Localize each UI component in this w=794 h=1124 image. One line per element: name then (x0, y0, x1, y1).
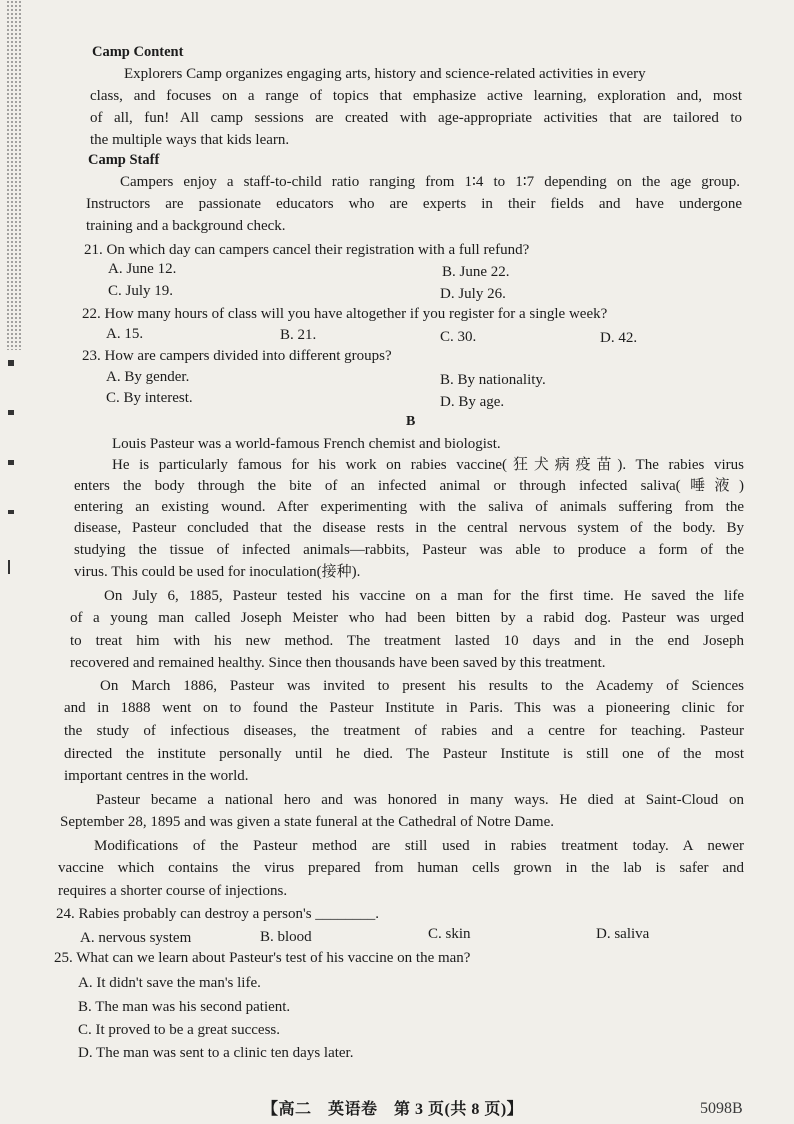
section-letter-b: B (406, 414, 416, 429)
paragraph-line: Louis Pasteur was a world-famous French chemist and biologist. (112, 436, 501, 452)
binding-margin-dots (6, 0, 22, 350)
binding-mark (8, 410, 14, 415)
question-22-stem: 22. How many hours of class will you have altogether if you register for a single week? (82, 306, 608, 322)
question-23-stem: 23. How are campers divided into different groups? (82, 348, 392, 364)
question-24-option-b: B. blood (260, 929, 312, 945)
paragraph-line: recovered and remained healthy. Since then thousands have been saved by this treatment. (70, 655, 606, 671)
question-24-stem: 24. Rabies probably can destroy a person's ________. (56, 906, 380, 922)
binding-mark (8, 460, 14, 465)
question-25-option-a: A. It didn't save the man's life. (78, 975, 261, 991)
question-22-option-b: B. 21. (280, 327, 317, 343)
paragraph-line: and in 1888 went on to found the Pasteur Institute in Paris. This was a pioneering clinic for (64, 700, 744, 716)
paragraph-line: Campers enjoy a staff-to-child ratio ranging from 1∶4 to 1∶7 depending on the age group. (120, 174, 740, 190)
question-23-option-a: A. By gender. (106, 369, 190, 385)
paragraph-line: of a young man called Joseph Meister who had been bitten by a rabid dog. Pasteur was urged (70, 610, 744, 626)
paragraph-line: the multiple ways that kids learn. (90, 132, 290, 148)
paper-code: 5098B (700, 1100, 743, 1117)
paragraph-line: disease, Pasteur concluded that the disease rests in the central nervous system of the body. By (74, 520, 744, 536)
paragraph-line: entering an existing wound. After experimenting with the saliva of animals suffering from the (74, 499, 744, 515)
paragraph-line: On March 1886, Pasteur was invited to present his results to the Academy of Sciences (100, 678, 744, 694)
paragraph-line: important centres in the world. (64, 768, 249, 784)
paragraph-line: Pasteur became a national hero and was honored in many ways. He died at Saint-Cloud on (96, 792, 744, 808)
question-21-option-c: C. July 19. (108, 283, 174, 299)
question-21-stem: 21. On which day can campers cancel their registration with a full refund? (84, 242, 530, 258)
paragraph-line: On July 6, 1885, Pasteur tested his vaccine on a man for the first time. He saved the life (104, 588, 744, 604)
question-23-option-c: C. By interest. (106, 390, 193, 406)
binding-mark (8, 360, 14, 366)
paragraph-line: virus. This could be used for inoculation(接种). (74, 564, 361, 580)
binding-mark (8, 510, 14, 514)
paragraph-line: Instructors are passionate educators who are experts in their fields and have undergone (86, 196, 742, 212)
paragraph-line: enters the body through the bite of an infected animal or through infected saliva(唾液) (74, 478, 744, 494)
page-footer-label: 【高二 英语卷 第 3 页(共 8 页)】 (262, 1101, 524, 1118)
paragraph-line: of all, fun! All camp sessions are created with age-appropriate activities that are tailored to (90, 110, 742, 126)
question-21-option-d: D. July 26. (440, 286, 506, 302)
question-22-option-c: C. 30. (440, 329, 477, 345)
paragraph-line: Explorers Camp organizes engaging arts, history and science-related activities in every (124, 66, 646, 82)
paragraph-line: class, and focuses on a range of topics that emphasize active learning, exploration and, most (90, 88, 742, 104)
question-24-option-a: A. nervous system (80, 930, 192, 946)
question-25-option-c: C. It proved to be a great success. (78, 1022, 281, 1038)
question-24-option-d: D. saliva (596, 926, 650, 942)
paragraph-line: the study of infectious diseases, the treatment of rabies and a centre for teaching. Pasteur (64, 723, 744, 739)
question-21-option-a: A. June 12. (108, 261, 177, 277)
question-21-option-b: B. June 22. (442, 264, 510, 280)
camp-content-heading: Camp Content (92, 44, 184, 60)
question-25-option-b: B. The man was his second patient. (78, 999, 291, 1015)
paragraph-line: studying the tissue of infected animals—rabbits, Pasteur was able to produce a form of the (74, 542, 744, 558)
paragraph-line: training and a background check. (86, 218, 286, 234)
question-25-stem: 25. What can we learn about Pasteur's test of his vaccine on the man? (54, 950, 471, 966)
paragraph-line: directed the institute personally until he died. The Pasteur Institute is still one of the most (64, 746, 744, 762)
paragraph-line: He is particularly famous for his work on rabies vaccine(狂犬病疫苗). The rabies virus (112, 457, 744, 473)
paragraph-line: Modifications of the Pasteur method are still used in rabies treatment today. A newer (94, 838, 744, 854)
question-25-option-d: D. The man was sent to a clinic ten days later. (78, 1045, 354, 1061)
paragraph-line: to treat him with his new method. The treatment lasted 10 days and in the end Joseph (70, 633, 744, 649)
camp-staff-heading: Camp Staff (88, 152, 160, 168)
question-23-option-b: B. By nationality. (440, 372, 546, 388)
paragraph-line: vaccine which contains the virus prepared from human cells grown in the lab is safer and (58, 860, 744, 876)
question-22-option-d: D. 42. (600, 330, 638, 346)
binding-mark (8, 560, 10, 574)
question-22-option-a: A. 15. (106, 326, 144, 342)
question-23-option-d: D. By age. (440, 394, 505, 410)
paragraph-line: requires a shorter course of injections. (58, 883, 288, 899)
question-24-option-c: C. skin (428, 926, 471, 942)
paragraph-line: September 28, 1895 and was given a state funeral at the Cathedral of Notre Dame. (60, 814, 554, 830)
